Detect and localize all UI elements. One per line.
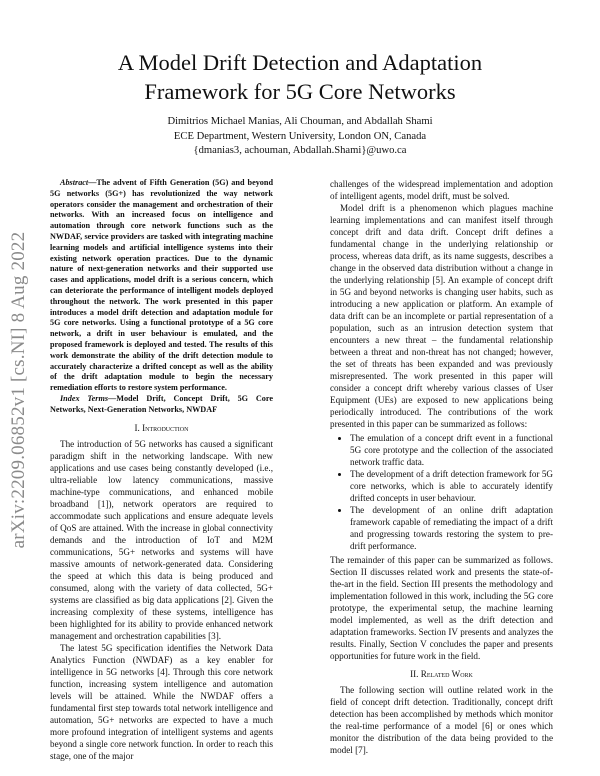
intro-paragraph-1: The introduction of 5G networks has caused a significant paradigm shift in the networking landscape. With new applications and use cases being constantly developed (i.e., ultra-reliable low latency communications, massive machine-type communications, and enhanced mobile broadband [1]), network operators are required to accommodate such applications and ensure adequate levels of QoS are attained. With the increase in global connectivity demands and the introduction of IoT and M2M communications, 5G+ networks and systems will have massive amounts of network-generated data. Considering the speed at which this data is being produced and consumed, along with the variety of data collected, 5G+ systems are classified as big data applications [2]. Given the increasing complexity of these systems, intelligence has been highlighted for its ability to provide enhanced network management and orchestration capabilities [3]. — [50, 438, 273, 641]
model-drift-paragraph: Model drift is a phenomenon which plagues machine learning implementations and can manifest itself through concept drift and data drift. Concept drift defines a fundamental change in the underlying relationship or process, whereas data drift, as its name suggests, describes a change in the observed data distribution without a change in the underlying relationship [5]. An example of concept drift in 5G and beyond networks is changing user habits, such as introducing a new application or platform. An example of data drift can be an incomplete or partial representation of a population, such as an intrusion detection system that encounters a new threat – the fundamental relationship between a threat and non-threat has not changed; however, the set of threats has been expanded and was previously misrepresented. The work presented in this paper will consider a concept drift whereby various classes of User Equipment (UEs) are exposed to new applications being periodically introduced. The contributions of the work presented in this paper can be summarized as follows: — [330, 203, 553, 429]
title-line-2: Framework for 5G Core Networks — [144, 79, 456, 104]
intro-continuation: challenges of the widespread implementation and adoption of intelligent agents, model drift, must be solved. — [330, 179, 553, 201]
list-item: • The development of an online drift adaptation framework capable of remediating the impact of a drift and progressing towards restoring the system to pre-drift performance. — [350, 504, 553, 552]
left-column — [50, 178, 273, 762]
paper-title — [60, 48, 540, 106]
list-item: • The development of a drift detection framework for 5G core networks, which is able to accurately identify drifted concepts in user behaviour. — [350, 468, 553, 504]
index-terms — [50, 394, 273, 416]
arxiv-id: arXiv:2209.06852v1 [cs.NI] 8 Aug 2022 — [8, 231, 29, 549]
arxiv-sidebar-stamp — [4, 205, 34, 575]
section-heading-related-work: II. Related Work — [410, 669, 473, 679]
list-item: • The emulation of a concept drift event in a functional 5G core prototype and the collection of the associated network traffic data. — [350, 432, 553, 468]
author-emails: {dmanias3, achouman, Abdallah.Shami}@uwo.ca — [193, 145, 407, 156]
right-column — [330, 178, 553, 756]
abstract-label: Abstract — [60, 178, 89, 187]
index-terms-text: —Model Drift, Concept Drift, 5G Core Networks, Next-Generation Networks, NWDAF — [50, 393, 274, 414]
related-work-paragraph: The following section will outline related work in the field of concept drift detection. Traditionally, concept drift detection has been accomplished by methods which monitor the real-time performance of a model [6] or ones which monitor the distribution of the data being provided to the model [7]. — [330, 685, 553, 755]
index-terms-label: Index Terms — [60, 393, 109, 403]
title-line-1: A Model Drift Detection and Adaptation — [117, 50, 483, 75]
paper-outline-paragraph: The remainder of this paper can be summarized as follows. Section II discusses related work and presents the state-of-the-art in the field. Section III presents the methodology and implementation followed in this work, including the 5G core prototype, the experimental setup, the machine learning model implemented, as well as the drift detection and adaptation frameworks. Section IV presents and analyzes the results. Finally, Section V concludes the paper and presents opportunities for future work in the field. — [330, 555, 553, 661]
author-names: Dimitrios Michael Manias, Ali Chouman, and Abdallah Shami — [167, 116, 433, 127]
abstract-text: —The advent of Fifth Generation (5G) and beyond 5G networks (5G+) has revolutionized the way network operators consider the management and orchestration of their networks. With an increased focus on intelligence and automation through core network functions such as the NWDAF, service providers are tasked with integrating machine learning models and artificial intelligence systems into their existing network operation practices. Due to the dynamic nature of next-generation networks and their supported use cases and applications, model drift is a serious concern, which can deteriorate the performance of intelligent models deployed throughout the network. The work presented in this paper introduces a model drift detection and adaptation module for 5G core networks. Using a functional prototype of a 5G core network, a drift in user behaviour is emulated, and the proposed framework is deployed and tested. The results of this work demonstrate the ability of the drift detection module to accurately characterize a drifted concept as well as the ability of the drift adaptation module to begin the necessary remediation efforts to restore system performance. — [50, 178, 273, 393]
intro-paragraph-2: The latest 5G specification identifies the Network Data Analytics Function (NWDAF) as a key enabler for intelligence in 5G networks [4]. Through this core network function, increasing system intelligence and automation levels will be attained. While the NWDAF offers a fundamental first step towards total network intelligence and automation, 5G+ networks are expected to have a much more profound integration of intelligent systems and agents beyond a single core network function. In order to reach this stage, one of the major — [50, 642, 273, 761]
affiliation: ECE Department, Western University, London ON, Canada — [173, 130, 427, 142]
contributions-list — [330, 432, 553, 552]
section-heading-introduction: I. Introduction — [134, 422, 189, 433]
author-block — [60, 115, 540, 159]
abstract — [50, 178, 273, 394]
